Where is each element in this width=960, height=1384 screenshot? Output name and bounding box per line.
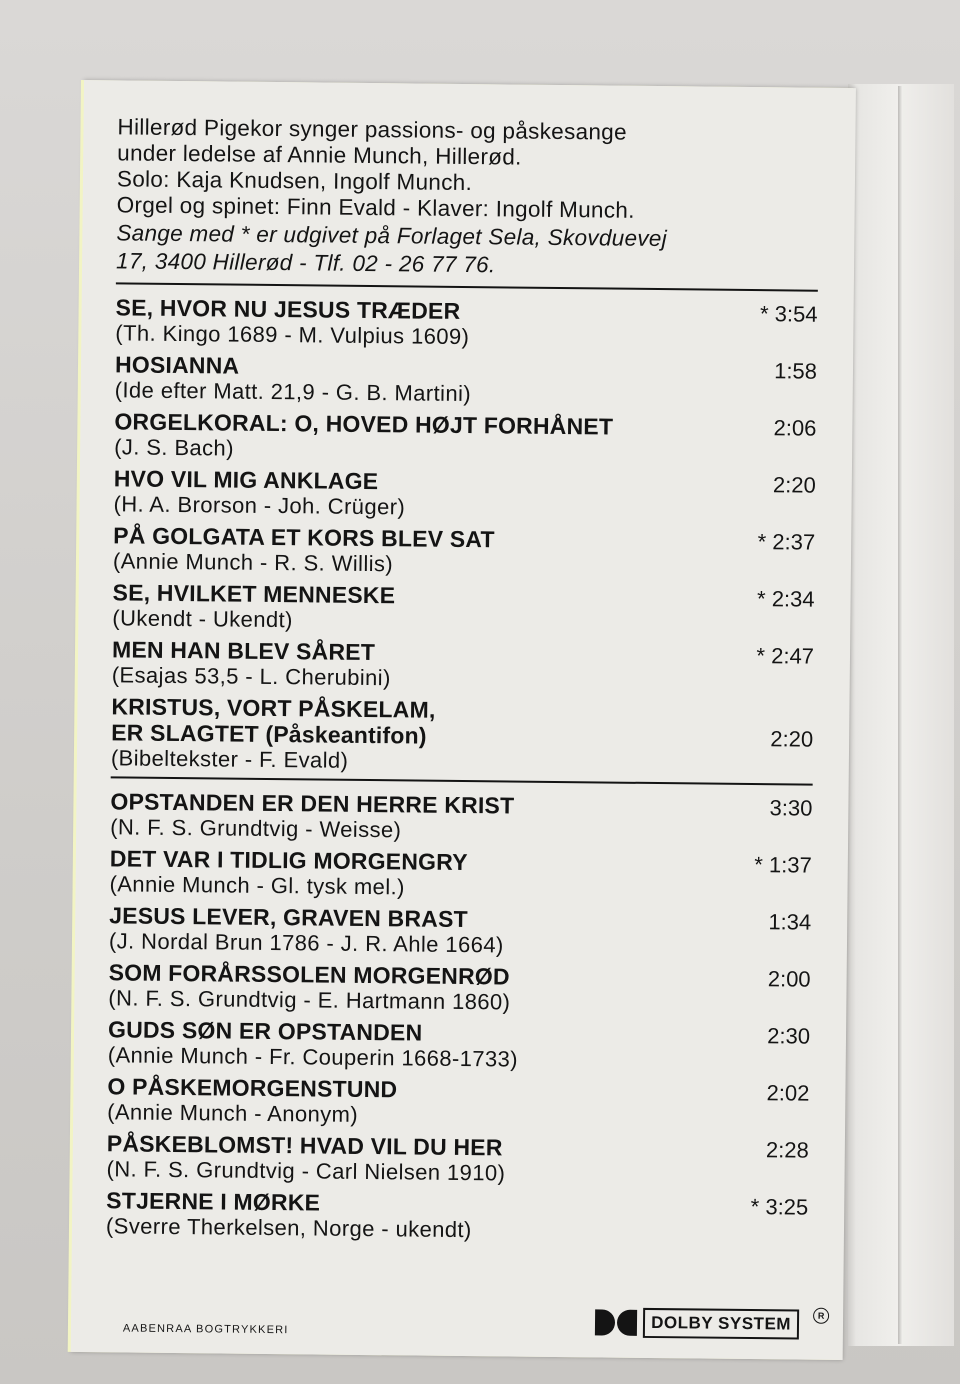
track-title: SOM FORÅRSSOLEN MORGENRØD [108,959,510,990]
album-header [116,114,820,281]
track-duration: 2:20 [770,726,814,752]
track-credit: (N. F. S. Grundtvig - E. Hartmann 1860) [108,985,511,1015]
dolby-logo [595,1307,799,1339]
track-duration: 1:58 [774,358,818,384]
track-item [109,902,812,961]
track-title: ORGELKORAL: O, HOVED HØJT FORHÅNET [114,408,614,440]
track-item [110,788,813,847]
track-list-side-b [106,788,813,1246]
track-duration: 1:34 [768,909,812,935]
track-item [106,1130,809,1189]
track-duration: 2:00 [767,966,811,992]
track-item [113,465,816,524]
track-credit: (Annie Munch - Fr. Couperin 1668-1733) [107,1042,519,1072]
track-duration: 2:02 [766,1080,810,1106]
track-title: O PÅSKEMORGENSTUND [107,1073,398,1103]
track-item [112,636,815,695]
track-title: MEN HAN BLEV SÅRET [111,636,376,666]
track-credit: (Ide efter Matt. 21,9 - G. B. Martini) [114,377,472,407]
track-duration: 2:06 [773,415,817,441]
divider-rule [111,776,813,785]
track-title: JESUS LEVER, GRAVEN BRAST [109,902,468,933]
track-list-side-a [111,294,818,778]
track-title: PÅSKEBLOMST! HVAD VIL DU HER [106,1130,503,1161]
track-title: SE, HVILKET MENNESKE [112,579,396,609]
track-duration: * 2:47 [756,643,815,669]
track-item [115,351,818,410]
publisher-note: Sange med * er udgivet på Forlaget Sela, Skovduevej [116,220,668,252]
track-duration: 2:20 [772,472,816,498]
header-line: Solo: Kaja Knudsen, Ingolf Munch. [116,166,473,196]
registered-mark-icon: R [813,1308,829,1324]
track-duration: 3:30 [769,795,813,821]
header-line: under ledelse af Annie Munch, Hillerød. [117,140,522,170]
track-duration: * 3:25 [750,1194,809,1220]
track-duration: * 2:37 [757,529,816,555]
header-line: Orgel og spinet: Finn Evald - Klaver: Ingolf Munch. [116,192,635,223]
track-credit: (Th. Kingo 1689 - M. Vulpius 1609) [115,320,470,350]
track-item [113,522,816,581]
track-title: STJERNE I MØRKE [106,1187,321,1216]
track-duration: * 3:54 [759,301,818,327]
track-item [115,294,818,353]
track-item [111,693,814,778]
header-line: Hillerød Pigekor synger passions- og påskesange [117,114,627,145]
track-credit: (Esajas 53,5 - L. Cherubini) [111,662,391,691]
divider-rule [116,282,818,291]
track-title: HVO VIL MIG ANKLAGE [113,465,379,495]
track-credit: (Sverre Therkelsen, Norge - ukendt) [105,1213,472,1243]
track-item [106,1187,809,1246]
track-item [107,1073,810,1132]
track-item [114,408,817,467]
track-credit: (N. F. S. Grundtvig - Carl Nielsen 1910) [106,1156,506,1186]
track-title: GUDS SØN ER OPSTANDEN [107,1016,423,1046]
track-item [108,1016,811,1075]
track-title: PÅ GOLGATA ET KORS BLEV SAT [113,522,495,553]
track-credit: (Ukendt - Ukendt) [112,605,293,633]
track-duration: * 2:34 [756,586,815,612]
track-title: OPSTANDEN ER DEN HERRE KRIST [110,788,515,819]
track-title-continued: ER SLAGTET (Påskeantifon) [111,719,427,749]
cassette-insert-card [71,80,856,1360]
track-item [108,959,811,1018]
track-credit: (N. F. S. Grundtvig - Weisse) [110,814,402,843]
publisher-note: 17, 3400 Hillerød - Tlf. 02 - 26 77 76. [115,248,496,278]
track-title: DET VAR I TIDLIG MORGENGRY [109,845,468,876]
track-credit: (J. Nordal Brun 1786 - J. R. Ahle 1664) [108,928,504,958]
track-credit: (Annie Munch - Gl. tysk mel.) [109,871,405,900]
track-title: HOSIANNA [114,351,240,379]
dolby-system-label: DOLBY SYSTEM [643,1308,799,1340]
track-credit: (Annie Munch - R. S. Willis) [112,548,394,577]
track-credit: (Bibeltekster - F. Evald) [110,745,349,773]
track-duration: 2:30 [767,1023,811,1049]
track-title: SE, HVOR NU JESUS TRÆDER [115,294,461,324]
track-duration: * 1:37 [754,852,812,878]
fold-crease [898,86,902,1344]
track-item [109,845,812,904]
track-credit: (Annie Munch - Anonym) [107,1099,359,1127]
dolby-double-d-icon [595,1309,637,1335]
printer-credit: AABENRAA BOGTRYKKERI [122,1322,289,1337]
track-title: KRISTUS, VORT PÅSKELAM, [111,693,436,723]
track-credit: (J. S. Bach) [114,434,235,461]
track-duration: 2:28 [765,1137,809,1163]
track-item [112,579,815,638]
track-credit: (H. A. Brorson - Joh. Crüger) [113,491,406,520]
insert-footer [122,1300,825,1341]
